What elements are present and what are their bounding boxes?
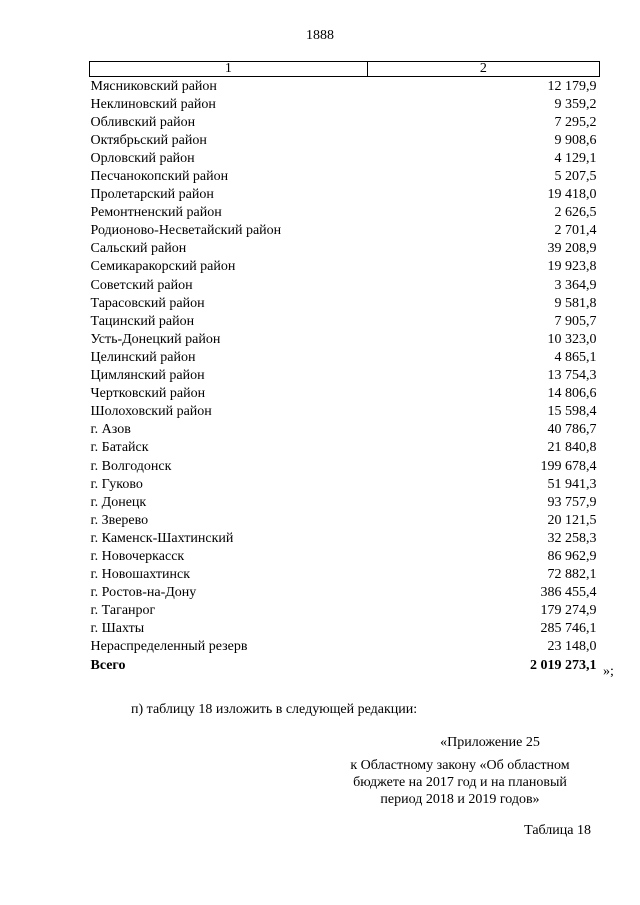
row-name: Пролетарский район	[90, 187, 214, 203]
table-row	[90, 439, 600, 457]
row-value: 10 323,0	[547, 331, 597, 347]
row-name: Песчанокопский район	[90, 169, 229, 185]
table-row	[90, 493, 600, 511]
row-name: Неклиновский район	[90, 96, 216, 112]
row-value: 32 258,3	[547, 530, 597, 546]
row-value: 15 598,4	[547, 404, 597, 420]
row-value: 13 754,3	[547, 368, 597, 384]
table-header-row	[90, 62, 600, 77]
row-value: 51 941,3	[547, 476, 597, 492]
table-row	[90, 77, 600, 96]
total-suffix: »;	[603, 664, 614, 679]
row-value: 19 923,8	[547, 259, 597, 275]
row-value: 4 129,1	[554, 150, 597, 166]
table-row	[90, 620, 600, 638]
table-row	[90, 385, 600, 403]
row-value: 39 208,9	[547, 241, 597, 257]
row-value: 2 626,5	[554, 205, 597, 221]
table-row	[90, 566, 600, 584]
row-name: г. Ростов-на-Дону	[90, 585, 197, 601]
appendix-subtitle-line: период 2018 и 2019 годов»	[380, 792, 540, 807]
row-value: 20 121,5	[547, 512, 597, 528]
table-row	[90, 276, 600, 294]
row-name: Тарасовский район	[90, 295, 205, 311]
table-row	[90, 421, 600, 439]
row-value: 4 865,1	[554, 349, 597, 365]
row-value: 93 757,9	[547, 494, 597, 510]
row-name: Цимлянский район	[90, 368, 205, 384]
table-row	[90, 584, 600, 602]
row-value: 12 179,9	[547, 78, 597, 94]
row-value: 19 418,0	[547, 187, 597, 203]
row-name: Обливский район	[90, 114, 196, 130]
column-header-2: 2	[367, 62, 599, 77]
row-value: 179 274,9	[540, 603, 597, 619]
row-value: 9 581,8	[554, 295, 597, 311]
row-name: г. Батайск	[90, 440, 149, 456]
table-row	[90, 312, 600, 330]
row-name: Октябрьский район	[90, 132, 207, 148]
row-value: 86 962,9	[547, 548, 597, 564]
row-value: 7 905,7	[554, 313, 597, 329]
row-name: г. Шахты	[90, 621, 145, 637]
row-name: Орловский район	[90, 150, 195, 166]
total-row	[90, 656, 600, 674]
table-row	[90, 529, 600, 547]
table-row	[90, 602, 600, 620]
row-value: 199 678,4	[540, 458, 597, 474]
row-name: Мясниковский район	[90, 78, 217, 94]
table-row	[90, 149, 600, 167]
table-row	[90, 547, 600, 565]
row-name: Семикаракорский район	[90, 259, 236, 275]
row-name: г. Каменск-Шахтинский	[90, 530, 234, 546]
row-name: Ремонтненский район	[90, 205, 222, 221]
row-name: Шолоховский район	[90, 404, 212, 420]
budget-table	[89, 61, 600, 674]
row-name: г. Гуково	[90, 476, 143, 492]
table-row	[90, 348, 600, 366]
column-header-1: 1	[90, 62, 368, 77]
page-number: 1888	[306, 28, 334, 43]
table-row	[90, 113, 600, 131]
row-value: 14 806,6	[547, 386, 597, 402]
table-row	[90, 511, 600, 529]
table-row	[90, 240, 600, 258]
row-name: г. Донецк	[90, 494, 147, 510]
row-name: Советский район	[90, 277, 193, 293]
total-label: Всего	[90, 657, 126, 673]
appendix-subtitle	[330, 757, 590, 808]
row-name: Целинский район	[90, 349, 196, 365]
table-row	[90, 258, 600, 276]
appendix-title: «Приложение 25	[440, 735, 540, 750]
row-name: г. Таганрог	[90, 603, 156, 619]
table-row	[90, 367, 600, 385]
table-row	[90, 330, 600, 348]
row-name: Чертковский район	[90, 386, 206, 402]
row-name: г. Зверево	[90, 512, 149, 528]
table-row	[90, 222, 600, 240]
row-name: Усть-Донецкий район	[90, 331, 221, 347]
table-row	[90, 186, 600, 204]
row-value: 5 207,5	[554, 169, 597, 185]
table-row	[90, 294, 600, 312]
row-value: 40 786,7	[547, 422, 597, 438]
row-name: Родионово-Несветайский район	[90, 223, 282, 239]
table-row	[90, 95, 600, 113]
row-value: 9 908,6	[554, 132, 597, 148]
row-name: г. Новочеркасск	[90, 548, 185, 564]
row-value: 23 148,0	[547, 639, 597, 655]
table-row	[90, 475, 600, 493]
row-value: 7 295,2	[554, 114, 597, 130]
total-value: 2 019 273,1	[530, 657, 597, 673]
row-value: 2 701,4	[554, 223, 597, 239]
row-name: г. Азов	[90, 422, 131, 438]
row-name: Нераспределенный резерв	[90, 639, 248, 655]
table-row	[90, 638, 600, 656]
table-row	[90, 167, 600, 185]
row-value: 9 359,2	[554, 96, 597, 112]
table-row	[90, 403, 600, 421]
row-value: 386 455,4	[540, 585, 597, 601]
table-row	[90, 131, 600, 149]
row-value: 3 364,9	[554, 277, 597, 293]
row-name: Тацинский район	[90, 313, 195, 329]
row-value: 72 882,1	[547, 567, 597, 583]
amendment-paragraph: п) таблицу 18 изложить в следующей редакции:	[131, 702, 418, 717]
row-name: Сальский район	[90, 241, 187, 257]
appendix-subtitle-line: к Областному закону «Об областном	[350, 758, 570, 773]
appendix-subtitle-line: бюджете на 2017 год и на плановый	[353, 775, 567, 790]
table-label: Таблица 18	[524, 823, 591, 838]
row-name: г. Новошахтинск	[90, 567, 191, 583]
table-row	[90, 457, 600, 475]
row-value: 285 746,1	[540, 621, 597, 637]
row-name: г. Волгодонск	[90, 458, 172, 474]
row-value: 21 840,8	[547, 440, 597, 456]
table-row	[90, 204, 600, 222]
